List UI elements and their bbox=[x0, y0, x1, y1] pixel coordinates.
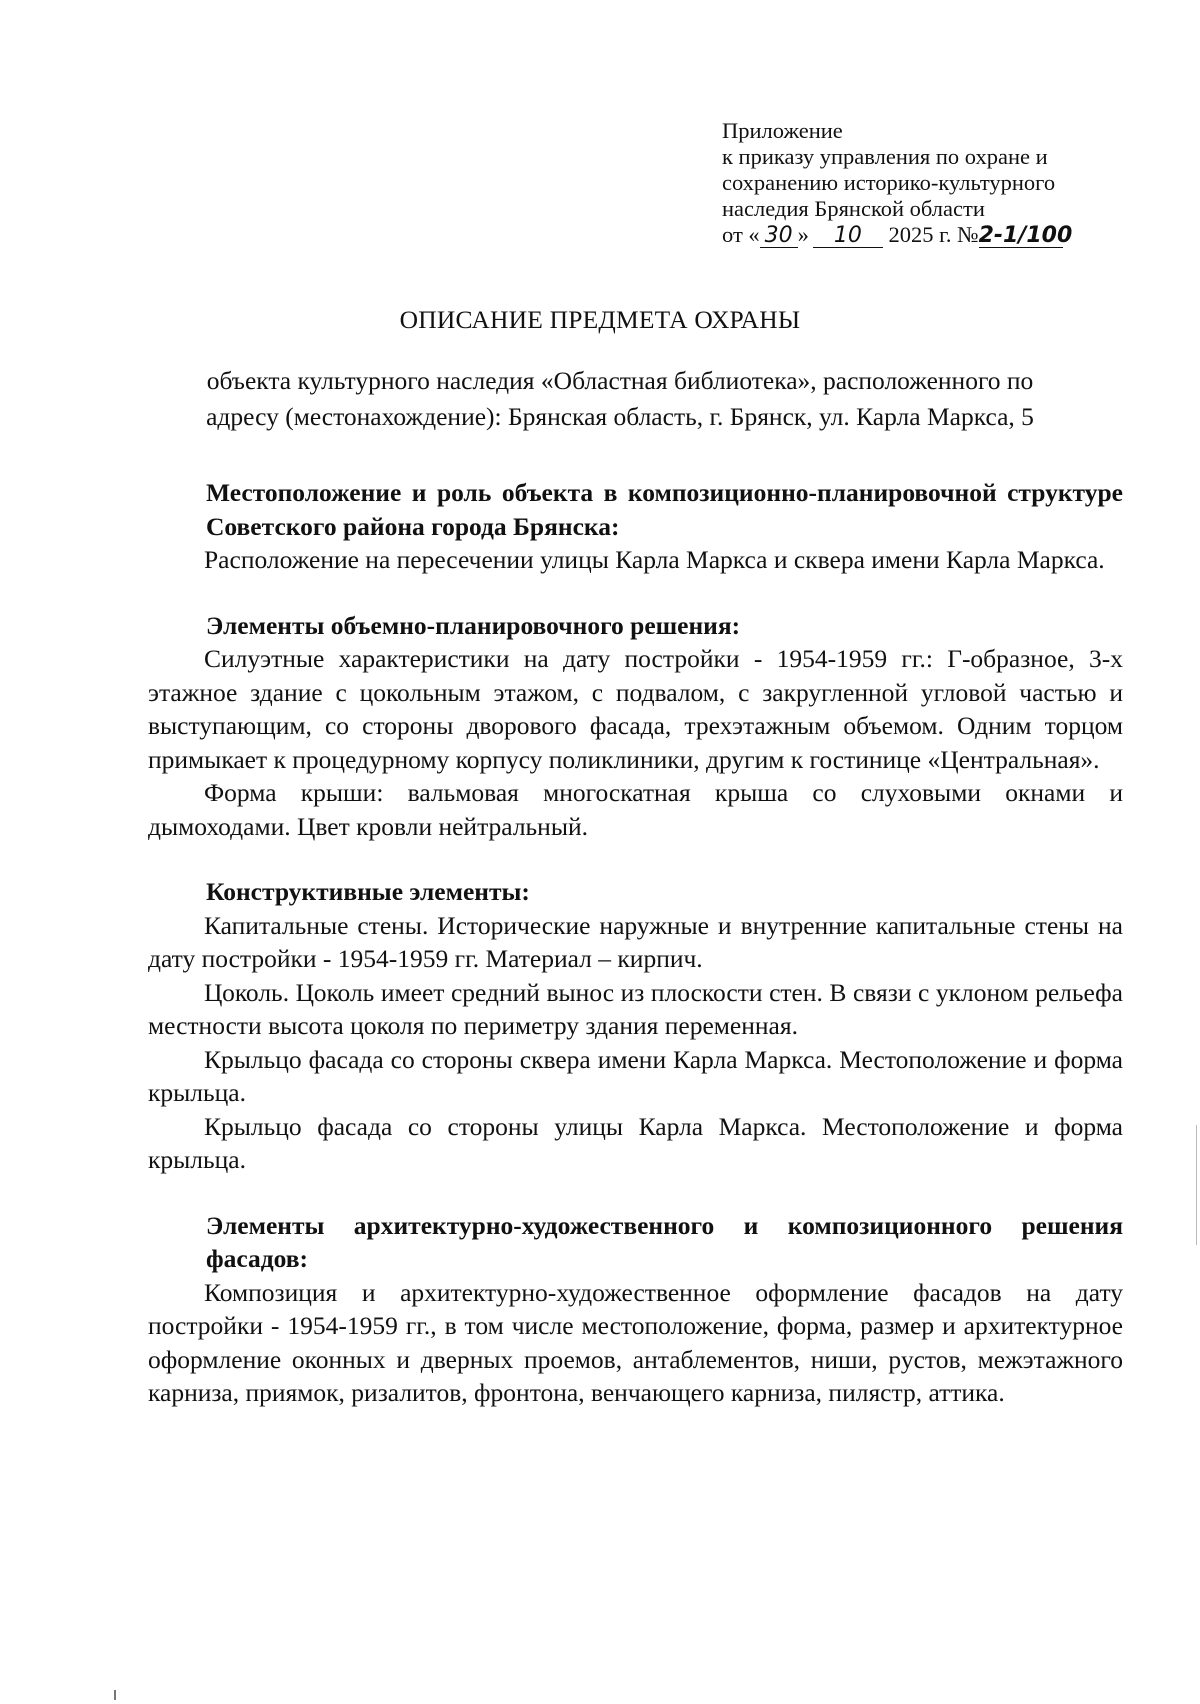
document-subject bbox=[140, 363, 1100, 435]
section-paragraph: Форма крыши: вальмовая многоскатная крыша со слуховыми окнами и дымоходами. Цвет кровли нейтральный. bbox=[148, 778, 1123, 841]
section-paragraph: Крыльцо фасада со стороны улицы Карла Маркса. Местоположение и форма крыльца. bbox=[148, 1111, 1123, 1174]
appendix-line-2: к приказу управления по охране и bbox=[722, 144, 1048, 169]
section-facades bbox=[148, 1209, 1123, 1410]
section-paragraph: Расположение на пересечении улицы Карла Маркса и сквера имени Карла Маркса. bbox=[204, 545, 1105, 574]
section-location bbox=[148, 476, 1123, 577]
date-prefix: от « bbox=[722, 222, 760, 247]
date-month-handwritten: 10 bbox=[813, 225, 883, 248]
date-year: 2025 г. № bbox=[888, 222, 979, 247]
section-paragraph: Крыльцо фасада со стороны сквера имени Карла Маркса. Местоположение и форма крыльца. bbox=[148, 1044, 1123, 1107]
appendix-line-3: сохранению историко-культурного bbox=[722, 170, 1056, 195]
section-volume-planning bbox=[148, 609, 1123, 844]
section-paragraph: Силуэтные характеристики на дату постройки - 1954-1959 гг.: Г-образное, 3-х этажное здание с цокольным этажом, с подвалом, с закругленной угловой частью и выступающим, со стороны дворового фасада, трехэтажным объемом. Одним торцом примыкает к процедурному корпусу поликлиники, другим к гостинице «Центральная». bbox=[148, 644, 1123, 774]
section-structural bbox=[148, 875, 1123, 1177]
section-paragraph: Композиция и архитектурно-художественное оформление фасадов на дату постройки - 1954-1959 гг., в том числе местоположение, форма, размер и архитектурное оформление оконных и дверных проемов, антаблементов, ниши, рустов, межэтажного карниза, приямок, ризалитов, фронтона, венчающего карниза, пилястр, аттика. bbox=[148, 1277, 1123, 1407]
section-paragraph: Цоколь. Цоколь имеет средний вынос из плоскости стен. В связи с уклоном рельефа местности высота цоколя по периметру здания переменная. bbox=[148, 977, 1123, 1040]
section-paragraph: Капитальные стены. Исторические наружные и внутренние капитальные стены на дату постройки - 1954-1959 гг. Материал – кирпич. bbox=[148, 910, 1123, 973]
subject-line-1: объекта культурного наследия «Областная библиотека», расположенного по bbox=[206, 366, 1034, 395]
section-heading: Элементы объемно-планировочного решения: bbox=[206, 610, 741, 640]
document-body bbox=[148, 476, 1123, 1442]
scan-mark bbox=[114, 1690, 116, 1700]
appendix-block bbox=[722, 118, 1142, 248]
section-heading: Конструктивные элементы: bbox=[206, 877, 530, 906]
date-day-handwritten: 30 bbox=[760, 225, 798, 248]
order-number-handwritten: 2-1/100 bbox=[978, 223, 1073, 248]
date-separator: » bbox=[797, 222, 809, 247]
appendix-line-1: Приложение bbox=[722, 118, 843, 143]
appendix-date-line bbox=[722, 222, 1142, 248]
subject-line-2: адресу (местонахождение): Брянская область, г. Брянск, ул. Карла Маркса, 5 bbox=[206, 402, 1034, 431]
section-heading: Элементы архитектурно-художественного и композиционного решения фасадов: bbox=[206, 1210, 1123, 1273]
appendix-line-4: наследия Брянской области bbox=[722, 196, 985, 221]
section-heading: Местоположение и роль объекта в композиционно-планировочной структуре Советского района города Брянска: bbox=[206, 478, 1123, 541]
document-title: ОПИСАНИЕ ПРЕДМЕТА ОХРАНЫ bbox=[399, 305, 801, 334]
scan-artifact bbox=[1196, 1125, 1197, 1245]
